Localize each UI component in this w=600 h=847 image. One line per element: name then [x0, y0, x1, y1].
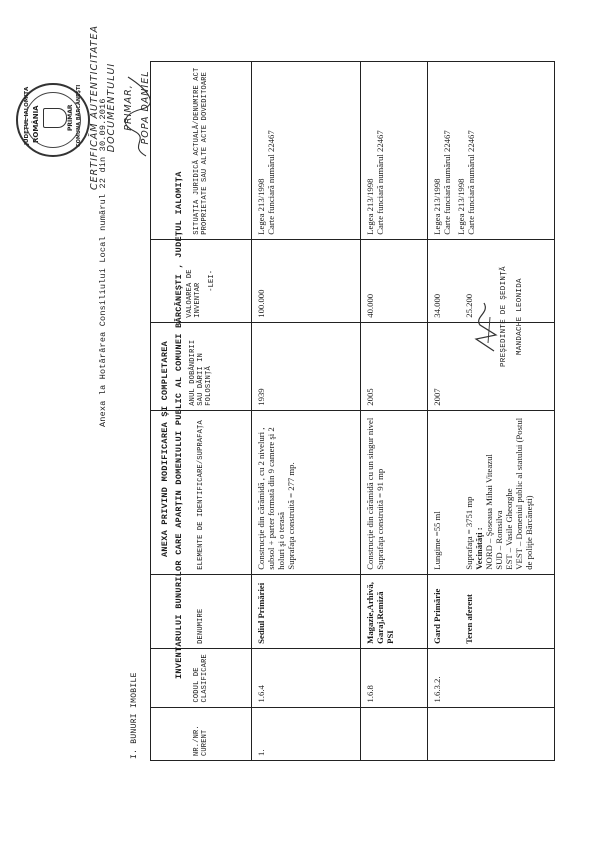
annex-note: Anexa la Hotărârea Consiliului Local numărul 22 din 30.09.2016	[98, 98, 108, 427]
cell-elemente-length: Lungime =55 ml	[432, 511, 442, 570]
cell-situatia	[428, 62, 555, 240]
president-signature-icon	[470, 297, 502, 357]
header-valoarea-label: VALOAREA DE INVENTAR	[186, 269, 202, 318]
cell-elemente-east: EST – Vasile Gheorghe	[504, 488, 514, 570]
crest-icon	[43, 108, 67, 128]
certification-line: CERTIFICĂM AUTENTICITATEA	[89, 25, 100, 190]
cell-situatia-law: Legea 213/1998	[456, 178, 466, 235]
table-row	[361, 62, 428, 761]
cell-valoarea: 100.000	[252, 239, 361, 322]
inventory-title: INVENTARULUI BUNURILOR CARE APARŢIN DOMENIULUI PUBLIC AL COMUNEI BĂRCĂNEŞTI , JUDEŢUL IALOMIŢA	[174, 171, 184, 679]
header-situatia: SITUAŢIA JURIDICĂ ACTUALĂ/DENUMIRE ACT PROPRIETATE SAU ALTE ACTE DOVEDITOARE	[151, 62, 252, 240]
cell-nr	[361, 707, 428, 760]
certification-line: PRIMAR,	[123, 84, 134, 131]
cell-situatia-law: Legea 213/1998	[432, 178, 442, 235]
cell-elemente-north: NORD – Şoseaua Mihai Viteazul	[484, 454, 494, 570]
header-elemente: ELEMENTE DE IDENTIFICARE/SUPRAFAŢA	[151, 410, 252, 574]
cell-valoarea: 40.000	[361, 239, 428, 322]
cell-denumire: Sediul Primăriei	[252, 574, 361, 648]
table-row	[252, 62, 361, 761]
header-cod: CODUL DE CLASIFICARE	[151, 648, 252, 707]
official-stamp	[16, 83, 90, 157]
header-valoarea	[151, 239, 252, 322]
cell-situatia-cf: Carte funciară numărul 22467	[266, 130, 276, 235]
inventory-table	[150, 61, 555, 761]
cell-elemente-area: Suprafaţa construită = 91 mp	[375, 468, 385, 570]
cell-elemente-west: VEST – Domeniul public al statului (Postul de poliţie Bărcăneşti)	[514, 417, 534, 570]
cell-situatia	[252, 62, 361, 240]
header-anul: ANUL DOBÂNDIRII SAU DĂRII IN FOLOSINŢĂ	[151, 322, 252, 410]
cell-elemente	[361, 410, 428, 574]
cell-situatia-law: Legea 213/1998	[365, 178, 375, 235]
cell-denumire-teren: Teren aferent	[464, 594, 474, 644]
cell-situatia-cf: Carte funciară numărul 22467	[375, 130, 385, 235]
cell-denumire: Magazie,Arhivă, Garaj,Remiză PSI	[361, 574, 428, 648]
cell-elemente-area: Suprafaţa construită = 277 mp.	[286, 462, 296, 570]
cell-situatia-cf: Carte funciară numărul 22467	[442, 130, 452, 235]
cell-elemente-desc: Construcţie din cărămidă cu un singur nivel	[365, 417, 375, 570]
cell-cod: 1.6.8	[361, 648, 428, 707]
stamp-bottom-text: COMUNA BĂRCĂNEŞTI	[76, 84, 82, 147]
stamp-center-text: PRIMAR	[67, 104, 74, 131]
cell-elemente-area: Suprafaţa = 3751 mp	[464, 496, 474, 570]
certification-line: POPA DANIEL	[140, 70, 151, 145]
stamp-top-text: JUDEŢUL IALOMIŢA	[24, 86, 30, 145]
cell-nr: 1.	[252, 707, 361, 760]
cell-denumire	[428, 574, 555, 648]
stamp-middle-text: ROMÂNIA	[32, 105, 40, 143]
cell-nr	[428, 707, 555, 760]
cell-cod: 1.6.3.2.	[428, 648, 555, 707]
cell-situatia-law: Legea 213/1998	[256, 178, 266, 235]
table-row	[428, 62, 555, 761]
cell-situatia	[361, 62, 428, 240]
cell-elemente-neighbors: Vecinătăţi :	[474, 527, 484, 570]
section-title: I. BUNURI IMOBILE	[130, 672, 139, 759]
cell-denumire-gard: Gard Primărie	[432, 588, 442, 644]
cell-elemente	[428, 410, 555, 574]
president-label: PREŞEDINTE DE ŞEDINŢĂ	[500, 266, 508, 367]
certification-line: DOCUMENTULUI	[106, 62, 117, 153]
annex-title: ANEXA PRIVIND MODIFICAREA ŞI COMPLETAREA	[160, 340, 170, 557]
header-denumire: DENUMIRE	[151, 574, 252, 648]
cell-elemente	[252, 410, 361, 574]
cell-elemente-south: SUD – Romsilva	[494, 510, 504, 570]
cell-anul: 2005	[361, 322, 428, 410]
cell-cod: 1.6.4	[252, 648, 361, 707]
header-valoarea-unit: -LEI-	[208, 269, 216, 292]
cell-valoarea-teren: 25.200	[464, 293, 474, 318]
cell-situatia-cf: Carte funciară numărul 22467	[466, 130, 476, 235]
cell-valoarea-gard: 34.000	[432, 293, 442, 318]
cell-anul: 2007	[428, 322, 555, 410]
cell-anul: 1939	[252, 322, 361, 410]
president-name: MANDACHE LEONIDA	[516, 278, 524, 355]
table-header-row	[151, 62, 252, 761]
header-nr: NR./NR. CURENT	[151, 707, 252, 760]
cell-elemente-desc: Construcţie din cărămidă , cu 2 niveluri , subsol + parter formată din 9 camere şi 2 holuri şi o terasă	[256, 427, 286, 570]
